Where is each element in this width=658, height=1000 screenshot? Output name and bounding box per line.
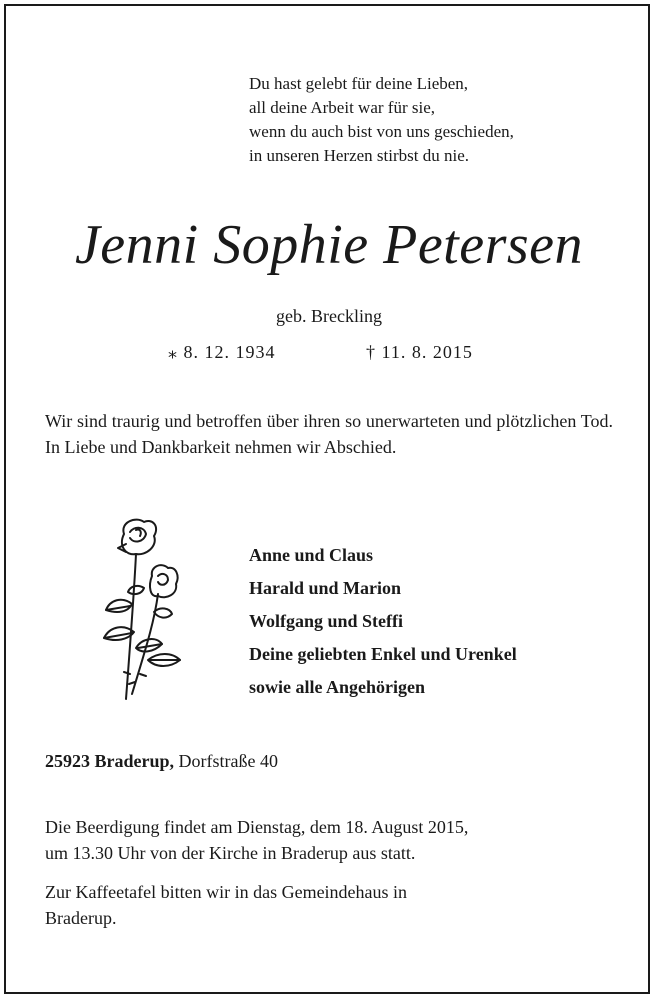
- poem-line: Du hast gelebt für deine Lieben,: [249, 74, 469, 93]
- death-date: † 11. 8. 2015: [366, 342, 473, 362]
- farewell-message: Wir sind traurig und betroffen über ihren so unerwarteten und plötzlichen Tod. In Liebe und Dankbarkeit nehmen wir Abschied.: [45, 411, 613, 457]
- poem: [249, 72, 514, 168]
- address-place: 25923 Braderup,: [45, 751, 175, 771]
- mourner-entry: Wolfgang und Steffi: [249, 611, 404, 631]
- mourner-entry: Anne und Claus: [249, 545, 374, 565]
- mourners-list: [249, 539, 517, 704]
- mourner-entry: Deine geliebten Enkel und Urenkel: [249, 644, 517, 664]
- coffee-info: [45, 879, 613, 931]
- birth-date: ⁎ 8. 12. 1934: [168, 342, 276, 362]
- coffee-line: Braderup.: [45, 908, 117, 928]
- mourner-entry: sowie alle Angehörigen: [249, 677, 425, 697]
- funeral-line: Die Beerdigung findet am Dienstag, dem 18. August 2015,: [45, 817, 469, 837]
- poem-line: all deine Arbeit war für sie,: [249, 98, 435, 117]
- maiden-name: geb. Breckling: [276, 306, 382, 326]
- mourner-entry: Harald und Marion: [249, 578, 402, 598]
- poem-line: in unseren Herzen stirbst du nie.: [249, 146, 469, 165]
- coffee-line: Zur Kaffeetafel bitten wir in das Gemeindehaus in: [45, 882, 408, 902]
- poem-line: wenn du auch bist von uns geschieden,: [249, 122, 514, 141]
- funeral-line: um 13.30 Uhr von der Kirche in Braderup aus statt.: [45, 843, 416, 863]
- deceased-name: Jenni Sophie Petersen: [74, 214, 584, 276]
- rose-icon: [96, 514, 196, 704]
- funeral-info: [45, 814, 613, 866]
- address: [45, 751, 278, 772]
- address-street: Dorfstraße 40: [178, 751, 278, 771]
